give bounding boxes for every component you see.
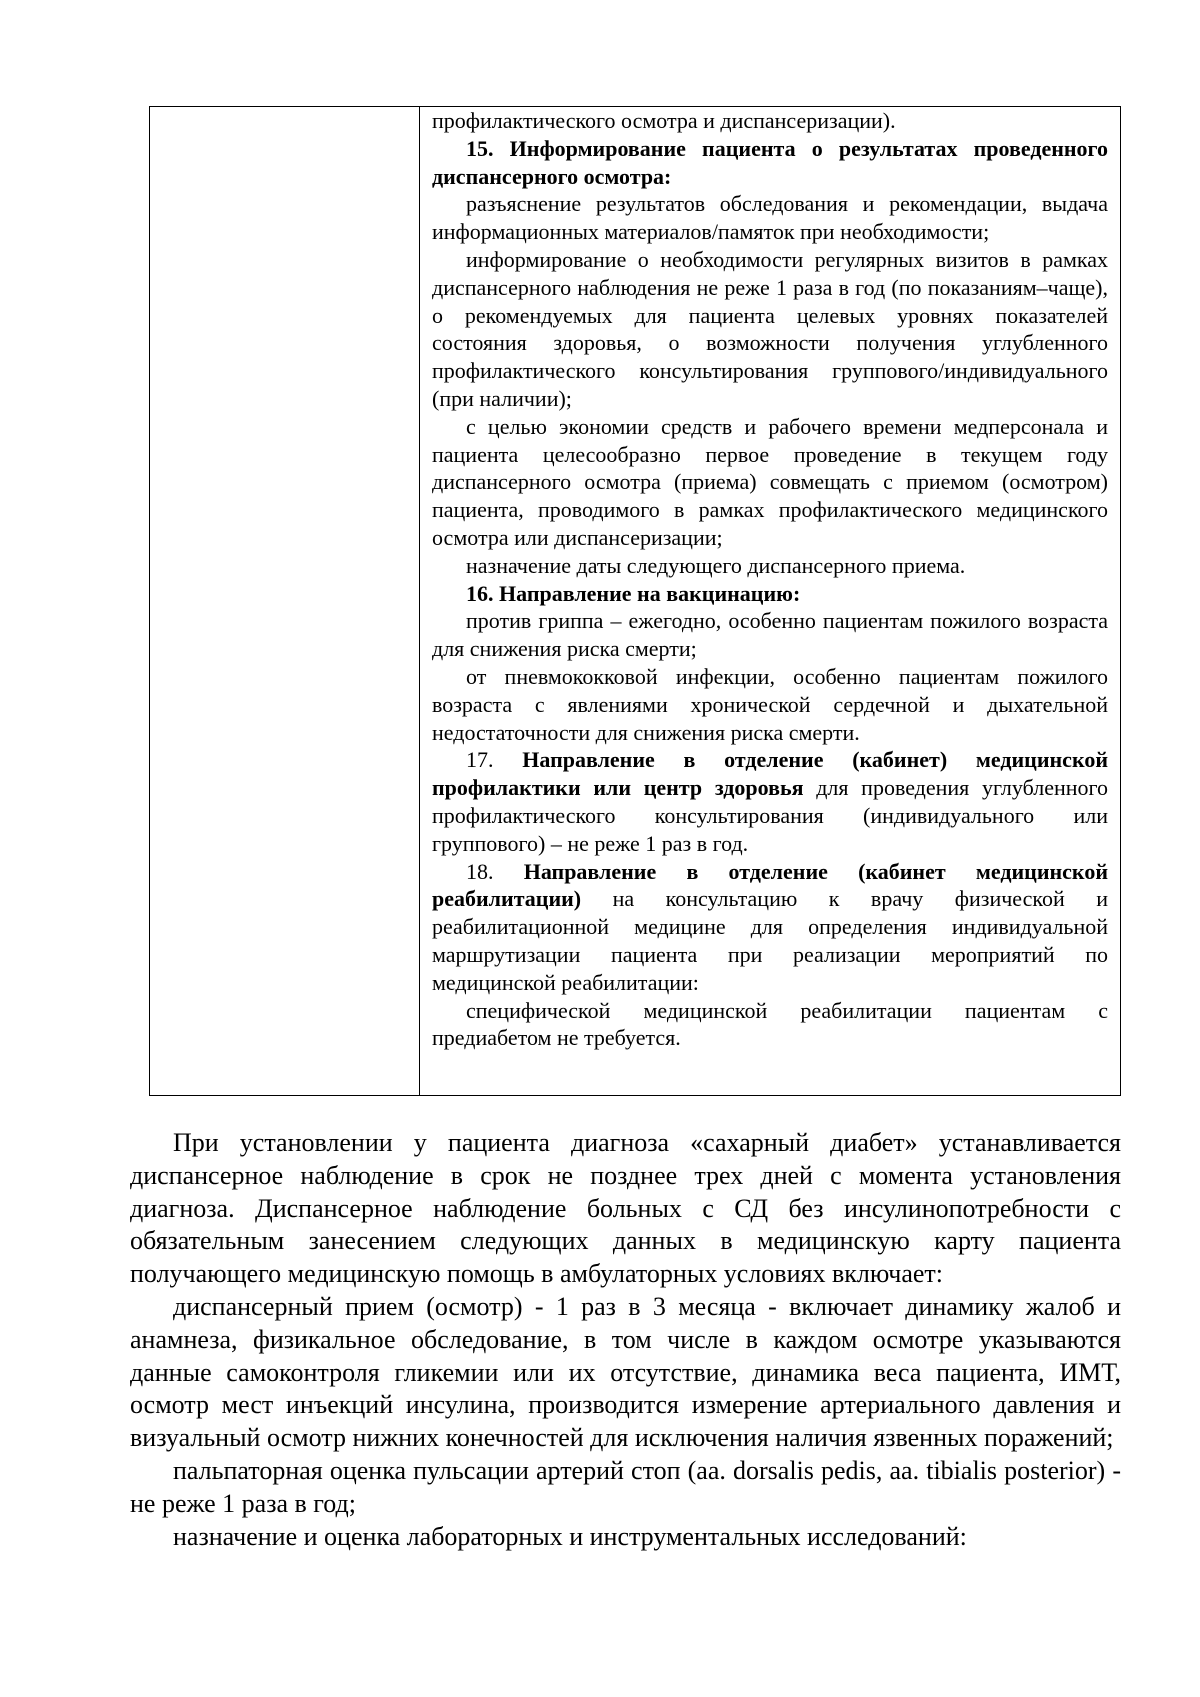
body-paragraph-3: пальпаторная оценка пульсации артерий стоп (aa. dorsalis pedis, aa. tibialis posterior) - не реже 1 раза в год;: [130, 1455, 1121, 1518]
section-16-paragraph-1: против гриппа – ежегодно, особенно пациентам пожилого возраста для снижения риска смерти;: [432, 608, 1108, 662]
section-16-heading: [432, 580, 1108, 608]
section-16-number: 16.: [466, 580, 499, 606]
recommendations-table: [149, 106, 1121, 1096]
section-15-paragraph-1: разъяснение результатов обследования и рекомендации, выдача информационных материалов/памяток при необходимости;: [432, 191, 1108, 245]
section-18-paragraph: [432, 858, 1108, 997]
section-16-title: Направление на вакцинацию:: [499, 580, 801, 606]
section-18-paragraph-1: специфической медицинской реабилитации пациентам с предиабетом не требуется.: [432, 997, 1108, 1051]
section-18-title: Направление в отделение (кабинет медицинской реабилитации): [432, 858, 1108, 912]
section-17-text: для проведения углубленного профилактического консультирования (индивидуального или группового) – не реже 1 раз в год.: [432, 775, 1108, 856]
column-divider: [419, 107, 420, 1095]
section-18-text: на консультацию к врачу физической и реабилитационной медицине для определения индивидуальной маршрутизации пациента при реализации мероприятий по медицинской реабилитации:: [432, 886, 1108, 995]
body-paragraph-2: диспансерный прием (осмотр) - 1 раз в 3 месяца - включает динамику жалоб и анамнеза, физикальное обследование, в том числе в каждом осмотре указываются данные самоконтроля гликемии или их отсутствие, динамика веса пациента, ИМТ, осмотр мест инъекций инсулина, производится измерение артериального давления и визуальный осмотр нижних конечностей для исключения наличия язвенных поражений;: [130, 1291, 1121, 1453]
section-17-number: 17.: [466, 747, 523, 773]
section-17-title: Направление в отделение (кабинет) медицинской профилактики или центр здоровья: [432, 747, 1109, 801]
section-15-paragraph-3: с целью экономии средств и рабочего времени медперсонала и пациента целесообразно первое проведение в текущем году диспансерного осмотра (приема) совмещать с приемом (осмотром) пациента, проводимого в рамках профилактического медицинского осмотра или диспансеризации;: [432, 413, 1108, 550]
table-right-cell: [432, 107, 1108, 1052]
section-15-heading: [432, 135, 1108, 191]
body-paragraph-4: назначение и оценка лабораторных и инструментальных исследований:: [173, 1521, 967, 1551]
body-text: [130, 1127, 1121, 1553]
section-15-paragraph-4: назначение даты следующего диспансерного приема.: [466, 552, 966, 578]
section-15-number: 15.: [466, 135, 510, 161]
section-16-paragraph-2: от пневмококковой инфекции, особенно пациентам пожилого возраста с явлениями хронической сердечной и дыхательной недостаточности для снижения риска смерти.: [432, 663, 1108, 745]
body-paragraph-1: При установлении у пациента диагноза «сахарный диабет» устанавливается диспансерное наблюдение в срок не позднее трех дней с момента установления диагноза. Диспансерное наблюдение больных с СД без инсулинопотребности с обязательным занесением следующих данных в медицинскую карту пациента получающего медицинскую помощь в амбулаторных условиях включает:: [130, 1128, 1121, 1289]
section-18-number: 18.: [466, 858, 524, 884]
intro-line: профилактического осмотра и диспансеризации).: [432, 108, 896, 133]
section-17-paragraph: [432, 746, 1108, 857]
section-15-paragraph-2: информирование о необходимости регулярных визитов в рамках диспансерного наблюдения не реже 1 раза в год (по показаниям–чаще), о рекомендуемых для пациента целевых уровнях показателей состояния здоровья, о возможности получения углубленного профилактического консультирования группового/индивидуального (при наличии);: [432, 246, 1108, 411]
section-15-title: Информирование пациента о результатах проведенного диспансерного осмотра:: [432, 135, 1109, 189]
